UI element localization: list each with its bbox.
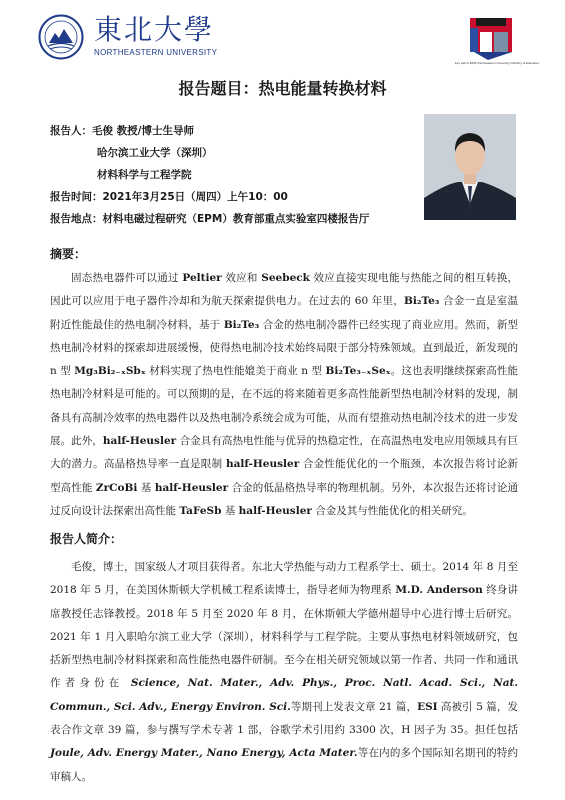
talk-info xyxy=(50,120,410,230)
abstract-formula: Bi₂Te₃₋ₓSeₓ xyxy=(325,365,391,378)
abstract-formula: Bi₂Te₃ xyxy=(404,295,440,308)
bio-journals: Science, Nat. Mater., Adv. Phys., Proc. Natl. Acad. Sci., Nat. Commun., Sci. Adv., Energy Environ. Sci. xyxy=(50,677,519,713)
abstract-term: half-Heusler xyxy=(225,458,300,471)
abstract-formula: Mg₃Bi₂₋ₓSbₓ xyxy=(74,365,146,378)
bio-text: 毛俊，博士，国家级人才项目获得者。东北大学热能与动力工程系学士、硕士。2014 年 8 月至 2018 年 5 月，在美国休斯顿大学机械工程系读博士，指导老师为物理系 xyxy=(50,561,518,597)
abstract-term: Peltier xyxy=(182,272,222,284)
abstract-text: 合金的低晶格热导率的物理机制。另外，本次报告还将讨论通过反向设计法探索出高性能 xyxy=(50,481,518,517)
abstract-term: TaFeSb xyxy=(179,504,222,517)
university-seal-icon xyxy=(38,14,84,60)
time-label: 报告时间： xyxy=(50,191,103,203)
place-label: 报告地点： xyxy=(50,213,103,225)
abstract-paragraph xyxy=(50,267,518,523)
bio-heading: 报告人简介： xyxy=(50,532,123,546)
bio-text: 高被引 5 篇，发表合作文章 39 篇，参与撰写学术专著 1 部，谷歌学术引用约 3300 次，H 因子为 35。担任包括 xyxy=(50,700,518,737)
abstract-text: 效应直接实现电能与热能之间的相互转换，因此可以应用于电子器件冷却和为航天探索提供电力。在过去的 60 年里， xyxy=(50,272,518,308)
abstract-text: 合金具有高热电性能与优异的热稳定性，在高温热电发电应用领域具有巨大的潜力。高晶格热导率一直是限制 xyxy=(50,435,518,471)
reporter-name: 毛俊 教授/博士生导师 xyxy=(92,125,194,137)
abstract-term: Seebeck xyxy=(261,272,310,284)
time-value: 2021年3月25日（周四）上午10：00 xyxy=(102,191,288,203)
bio-body xyxy=(50,556,518,789)
place-value: 材料电磁过程研究（EPM）教育部重点实验室四楼报告厅 xyxy=(102,213,370,225)
abstract-text: 固态热电器件可以通过 xyxy=(71,272,183,284)
reporter-row xyxy=(50,120,410,142)
abstract-term: ZrCoBi xyxy=(95,481,138,494)
reporter-label: 报告人： xyxy=(50,125,92,137)
abstract-text: 。这也表明继续探索高性能热电制冷材料是可能的。可以预期的是，在不远的将来随着更多高性能新型热电制冷材料的发现，制备具有高制冷效率的热电器件以及热电制冷系统会成为可能，从而有望推动热电制冷技术的进一步发展。此外， xyxy=(50,365,518,448)
abstract-text: 基 xyxy=(221,504,239,517)
abstract-text: 合金的热电制冷器件已经实现了商业应用。然而，新型热电制冷材料的探索却进展缓慢，使得热电制冷技术始终局限于部分特殊领域。直到最近，新发现的 n 型 xyxy=(50,318,518,378)
affiliation-2: 材料科学与工程学院 xyxy=(97,169,192,181)
bio-paragraph xyxy=(50,556,518,789)
abstract-text: 合金性能优化的一个瓶颈，本次报告将讨论新型高性能 xyxy=(50,458,518,494)
bio-journals: Joule, Adv. Energy Mater., Nano Energy, Acta Mater. xyxy=(50,747,358,760)
bio-text: 等期刊上发表文章 21 篇， xyxy=(290,700,418,713)
bio-text: 终身讲席教授任志锋教授。2018 年 5 月至 2020 年 8 月，在休斯顿大学德州超导中心进行博士后研究。2021 年 1 月入职哈尔滨工业大学（深圳），材料科学与工程学院。主要从事热电材料领域研究，包括新型热电制冷材料探索和高性能热电器件研制。至今在相关研究领域以第一作者、共同一作和通讯作者身份在 xyxy=(50,584,518,690)
abstract-term: half-Heusler xyxy=(102,435,177,448)
university-name-cn: 東北大學 xyxy=(94,13,215,46)
place-row xyxy=(50,208,410,230)
epm-caption: Key Lab of EPM (Northeastern University) Ministry of Education xyxy=(454,61,540,65)
university-name-en: NORTHEASTERN UNIVERSITY xyxy=(94,48,218,57)
abstract-formula: Bi₂Te₃ xyxy=(223,318,260,331)
university-wordmark xyxy=(94,14,217,57)
bio-esi: ESI xyxy=(417,700,438,713)
bio-text: 等在内的多个国际知名期刊的特约审稿人。 xyxy=(50,747,518,783)
time-row xyxy=(50,186,410,208)
abstract-text: 合金及其与性能优化的相关研究。 xyxy=(311,504,473,517)
abstract-heading: 摘要： xyxy=(50,247,87,261)
abstract-term: half-Heusler xyxy=(154,481,229,494)
abstract-body xyxy=(50,267,518,523)
abstract-term: half-Heusler xyxy=(238,504,312,517)
page-header xyxy=(0,0,565,75)
bio-name: M.D. Anderson xyxy=(395,584,483,597)
epm-lab-logo xyxy=(464,14,522,66)
affiliation-1: 哈尔滨工业大学（深圳） xyxy=(97,147,213,159)
abstract-text: 基 xyxy=(137,481,155,494)
abstract-text: 材料实现了热电性能媲美于商业 n 型 xyxy=(145,365,326,378)
abstract-text: 效应和 xyxy=(221,272,262,284)
abstract-text: 合金一直是室温附近性能最佳的热电制冷材料，基于 xyxy=(50,295,518,331)
speaker-photo xyxy=(424,114,516,220)
page-title: 报告题目：热电能量转换材料 xyxy=(178,79,387,98)
